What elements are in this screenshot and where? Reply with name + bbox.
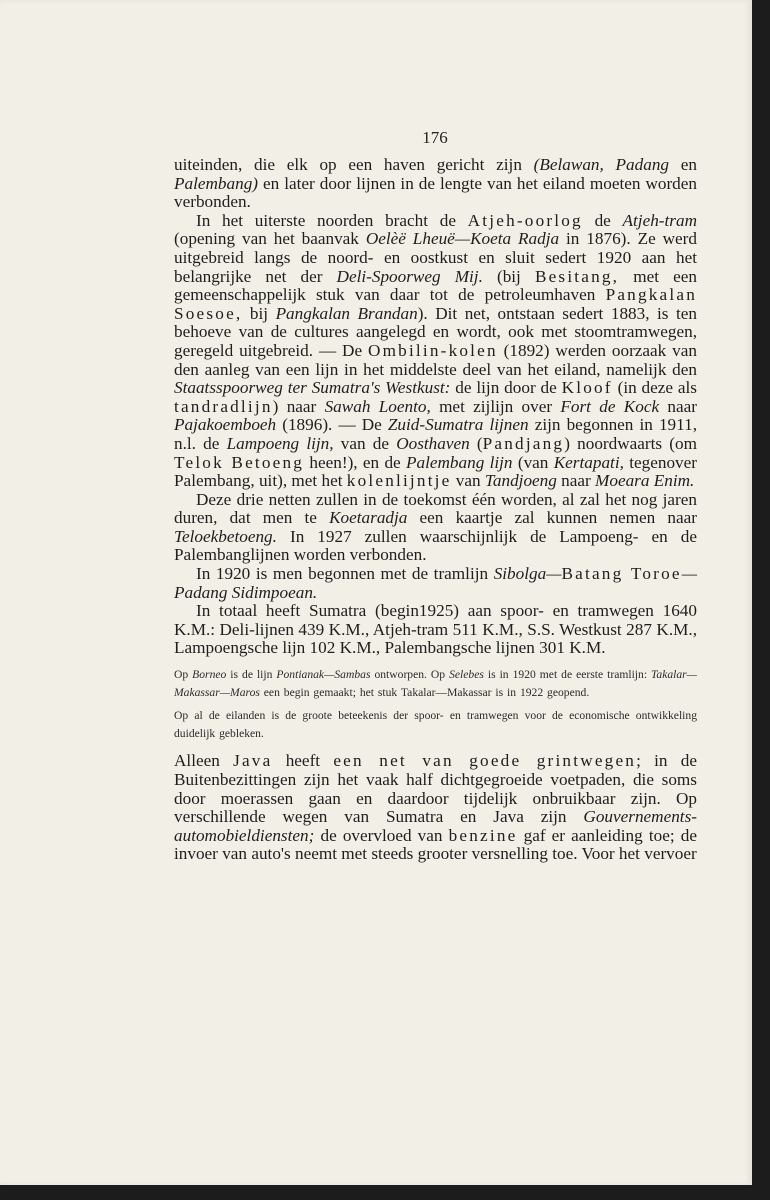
small-print-notes bbox=[174, 666, 697, 742]
main-text bbox=[174, 156, 697, 658]
note-2: Op al de eilanden is de groote beteekenis der spoor- en tramwegen voor de economische ontwikkeling duidelijk gebleken. bbox=[174, 709, 697, 740]
paragraph-5: In totaal heeft Sumatra (begin1925) aan spoor- en tramwegen 1640 K.M.: Deli-lijnen 439 K.M., Atjeh-tram 511 K.M., S.S. Westkust 287 K.M., Lampoengsche lijn 102 K.M., Palembangsche lijnen 301 K.M. bbox=[174, 601, 697, 658]
paragraph-6: Alleen Java heeft een net van goede grintwegen; in de Buitenbezittingen zijn het vaak half dichtgegroeide voetpaden, die soms door moerassen gaan en daardoor tijdelijk onbruikbaar zijn. Op verschillende wegen van Sumatra en Java zijn Gouvernements-automobieldiensten; de overvloed van benzine gaf er aanleiding toe; de invoer van auto's neemt met steeds grooter versnelling toe. Voor het vervoer bbox=[174, 751, 697, 864]
text-column bbox=[174, 156, 697, 864]
page-number: 176 bbox=[422, 128, 448, 147]
paragraph-4: In 1920 is men begonnen met de tramlijn Sibolga—Batang Toroe—Padang Sidimpoean. bbox=[174, 564, 697, 602]
paragraph-1: uiteinden, die elk op een haven gericht zijn (Belawan, Padang en Palembang) en later door lijnen in de lengte van het eiland moeten worden verbonden. bbox=[174, 155, 697, 212]
paragraph-2: In het uiterste noorden bracht de Atjeh-oorlog de Atjeh-tram (opening van het baanvak Oelèë Lheuë—Koeta Radja in 1876). Ze werd uitgebreid langs de noord- en oostkust en sluit sedert 1920 aan het belangrijke net der Deli-Spoorweg Mij. (bij Besitang, met een gemeenschappelijk stuk van daar tot de petroleumhaven Pangkalan Soesoe, bij Pangkalan Brandan). Dit net, ontstaan sedert 1883, is ten behoeve van de cultures aangelegd en wordt, ook met stoomtramwegen, geregeld uitgebreid. — De Ombilin-kolen (1892) werden oorzaak van den aanleg van een lijn in het middelste deel van het eiland, namelijk den Staatsspoorweg ter Sumatra's Westkust: de lijn door de Kloof (in deze als tandradlijn) naar Sawah Loento, met zijlijn over Fort de Kock naar Pajakoemboeh (1896). — De Zuid-Sumatra lijnen zijn begonnen in 1911, n.l. de Lampoeng lijn, van de Oosthaven (Pandjang) noordwaarts (om Telok Betoeng heen!), en de Palembang lijn (van Kertapati, tegenover Palembang, uit), met het kolenlijntje van Tandjoeng naar Moeara Enim. bbox=[174, 210, 697, 491]
note-1: Op Borneo is de lijn Pontianak—Sambas ontworpen. Op Selebes is in 1920 met de eerste tramlijn: Takalar—Makassar—Maros een begin gemaakt; het stuk Takalar—Makassar is in 1922 geopend. bbox=[174, 668, 697, 699]
main-text-continued bbox=[174, 752, 697, 864]
paragraph-3: Deze drie netten zullen in de toekomst één worden, al zal het nog jaren duren, dat men te Koetaradja een kaartje zal kunnen nemen naar Teloekbetoeng. In 1927 zullen waarschijnlijk de Lampoeng- en de Palembanglijnen worden verbonden. bbox=[174, 489, 697, 565]
